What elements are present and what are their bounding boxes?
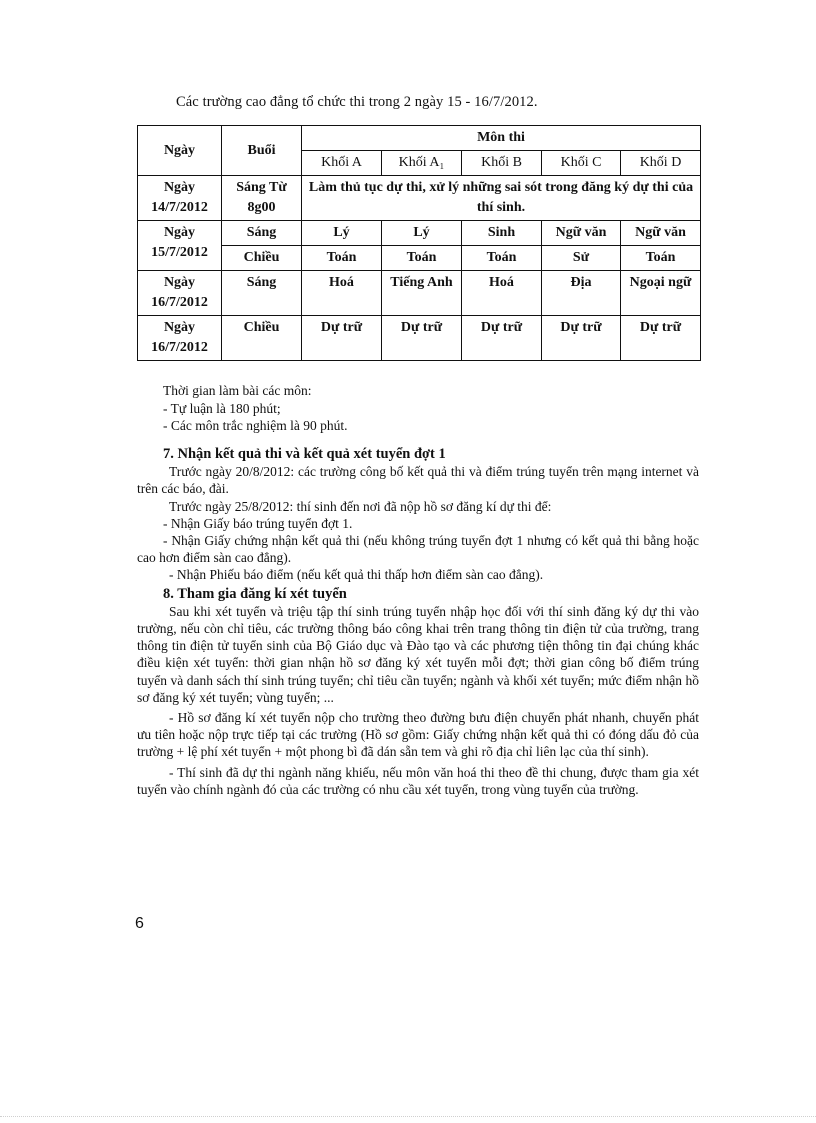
header-khoi-d: Khối D	[621, 151, 701, 176]
notes-title: Thời gian làm bài các môn:	[163, 383, 312, 398]
row-date: Ngày 16/7/2012	[138, 271, 222, 316]
intro-text: Các trường cao đẳng tổ chức thi trong 2 ngày 15 - 16/7/2012.	[176, 94, 538, 110]
cell-subject: Ngữ văn	[542, 221, 621, 246]
table-row	[138, 176, 701, 221]
bullet-item: - Nhận Giấy báo trúng tuyển đợt 1.	[163, 515, 353, 531]
header-khoi-c: Khối C	[542, 151, 621, 176]
header-mon-thi: Môn thi	[302, 126, 701, 151]
table-row	[138, 221, 701, 246]
cell-subject: Ngoại ngữ	[621, 271, 701, 316]
exam-duration-notes	[163, 382, 703, 435]
row-session: Sáng Từ 8g00	[222, 176, 302, 221]
table-row	[138, 271, 701, 316]
page-divider	[0, 1116, 816, 1117]
paragraph: Sau khi xét tuyển và triệu tập thí sinh trúng tuyển nhập học đối với thí sinh đăng ký dự thi vào trường, nếu còn chỉ tiêu, các trường thông báo công khai trên trang thông tin điện tử của trường, trang thông tin điện tử tuyển sinh của Bộ Giáo dục và Đào tạo và các phương tiện thông tin đại chúng khác điều kiện xét tuyển: thời gian nhận hồ sơ đăng ký xét tuyển mỗi đợt; thời gian công bố điểm trúng tuyển và danh sách thí sinh trúng tuyển; chỉ tiêu cần tuyển; ngành và khối xét tuyển; mức điểm nhận hồ sơ đăng ký xét tuyển; vùng tuyển; ...	[137, 603, 699, 705]
cell-subject: Hoá	[302, 271, 382, 316]
notes-line: - Các môn trắc nghiệm là 90 phút.	[163, 418, 348, 433]
row-session: Chiều	[222, 316, 302, 361]
cell-subject: Sinh	[462, 221, 542, 246]
cell-subject: Sử	[542, 246, 621, 271]
row-session: Chiều	[222, 246, 302, 271]
cell-subject: Dự trữ	[542, 316, 621, 361]
row-session: Sáng	[222, 271, 302, 316]
cell-subject: Toán	[302, 246, 382, 271]
row-note: Làm thủ tục dự thi, xử lý những sai sót trong đăng ký dự thi của thí sinh.	[302, 176, 701, 221]
cell-subject: Lý	[382, 221, 462, 246]
cell-subject: Địa	[542, 271, 621, 316]
cell-subject: Toán	[621, 246, 701, 271]
paragraph: - Thí sinh đã dự thi ngành năng khiếu, nếu môn văn hoá thi theo đề thi chung, được tham gia xét tuyển vào chính ngành đó của các trường có nhu cầu xét tuyển, trong vùng tuyển của trường.	[137, 764, 699, 797]
header-khoi-b: Khối B	[462, 151, 542, 176]
table-row	[138, 246, 701, 271]
cell-subject: Ngữ văn	[621, 221, 701, 246]
cell-subject: Dự trữ	[621, 316, 701, 361]
section-7-heading: 7. Nhận kết quả thi và kết quả xét tuyển đợt 1	[163, 446, 446, 462]
paragraph: Trước ngày 25/8/2012: thí sinh đến nơi đã nộp hồ sơ đăng kí dự thi để:	[169, 498, 552, 514]
header-khoi-a: Khối A	[302, 151, 382, 176]
row-session: Sáng	[222, 221, 302, 246]
header-ngay: Ngày	[138, 126, 222, 176]
bullet-item: - Nhận Phiếu báo điểm (nếu kết quả thi thấp hơn điểm sàn cao đẳng).	[169, 567, 544, 583]
cell-subject: Dự trữ	[462, 316, 542, 361]
header-khoi-a1: Khối A₁	[382, 151, 462, 176]
cell-subject: Dự trữ	[302, 316, 382, 361]
row-date: Ngày 14/7/2012	[138, 176, 222, 221]
bullet-item: - Nhận Giấy chứng nhận kết quả thi (nếu không trúng tuyển đợt 1 nhưng có kết quả thi bằng hoặc cao hơn điểm sàn cao đẳng).	[137, 533, 699, 566]
table-row	[138, 316, 701, 361]
cell-subject: Toán	[382, 246, 462, 271]
exam-schedule-table	[137, 125, 701, 361]
cell-subject: Dự trữ	[382, 316, 462, 361]
section-8-heading: 8. Tham gia đăng kí xét tuyển	[163, 585, 347, 602]
cell-subject: Lý	[302, 221, 382, 246]
cell-subject: Hoá	[462, 271, 542, 316]
cell-subject: Tiếng Anh	[382, 271, 462, 316]
row-date: Ngày 15/7/2012	[138, 221, 222, 271]
paragraph: - Hồ sơ đăng kí xét tuyển nộp cho trường theo đường bưu điện chuyển phát nhanh, chuyển phát ưu tiên hoặc nộp trực tiếp tại các trường (Hồ sơ gồm: Giấy chứng nhận kết quả thi có đóng dấu đỏ của trường + lệ phí xét tuyển + một phong bì đã dán sẵn tem và ghi rõ địa chỉ liên lạc của thí sinh).	[137, 710, 699, 760]
page-number: 6	[135, 915, 144, 932]
header-buoi: Buổi	[222, 126, 302, 176]
row-date: Ngày 16/7/2012	[138, 316, 222, 361]
cell-subject: Toán	[462, 246, 542, 271]
paragraph: Trước ngày 20/8/2012: các trường công bố kết quả thi và điểm trúng tuyển trên mạng internet và trên các báo, đài.	[137, 464, 699, 497]
main-content	[137, 446, 699, 798]
notes-line: - Tự luận là 180 phút;	[163, 400, 281, 416]
